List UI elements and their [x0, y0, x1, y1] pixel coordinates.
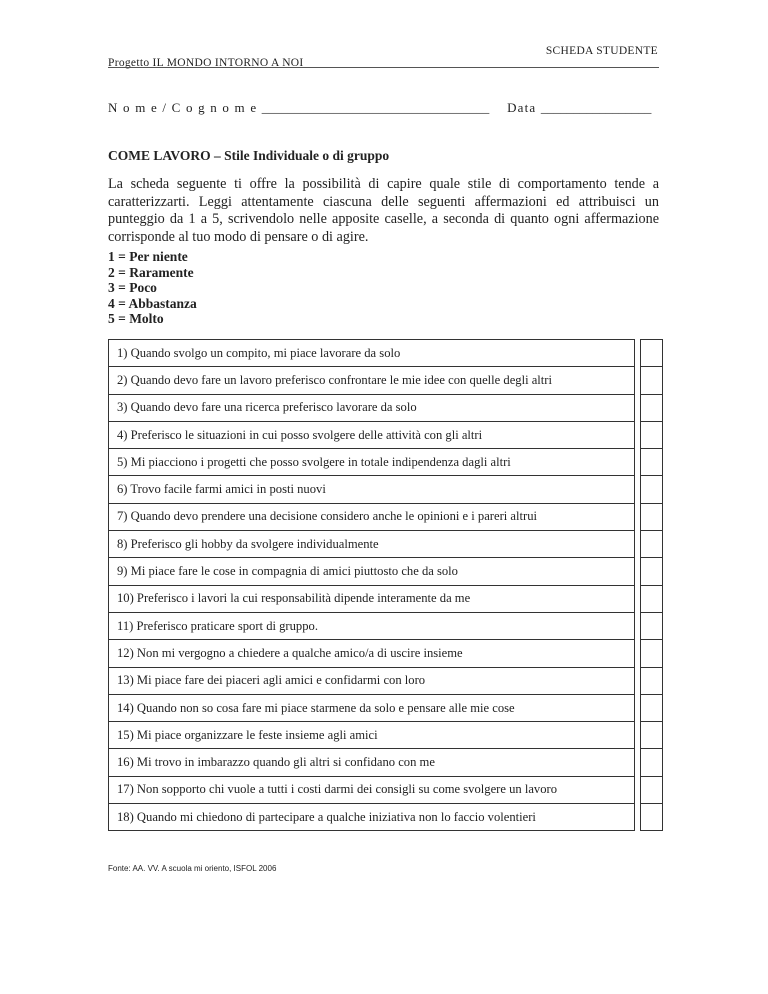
questionnaire-table: [108, 339, 663, 831]
date-field[interactable]: _________________: [540, 100, 652, 115]
score-box[interactable]: [641, 694, 663, 721]
table-row: [109, 776, 663, 803]
question-text: 3) Quando devo fare una ricerca preferisco lavorare da solo: [109, 394, 635, 421]
score-box[interactable]: [641, 558, 663, 585]
score-box[interactable]: [641, 804, 663, 831]
table-row: [109, 421, 663, 448]
score-box[interactable]: [641, 476, 663, 503]
rating-scale: [108, 249, 197, 327]
question-text: 14) Quando non so cosa fare mi piace starmene da solo e pensare alle mie cose: [109, 694, 635, 721]
table-row: [109, 367, 663, 394]
question-text: 9) Mi piace fare le cose in compagnia di amici piuttosto che da solo: [109, 558, 635, 585]
question-text: 4) Preferisco le situazioni in cui posso svolgere delle attività con gli altri: [109, 421, 635, 448]
question-text: 16) Mi trovo in imbarazzo quando gli altri si confidano con me: [109, 749, 635, 776]
score-box[interactable]: [641, 585, 663, 612]
table-row: [109, 612, 663, 639]
scale-item: 5 = Molto: [108, 311, 164, 326]
name-date-line: [108, 100, 651, 116]
score-box[interactable]: [641, 722, 663, 749]
sheet-type: SCHEDA STUDENTE: [545, 45, 658, 57]
table-row: [109, 694, 663, 721]
table-row: [109, 476, 663, 503]
question-text: 17) Non sopporto chi vuole a tutti i costi darmi dei consigli su come svolgere un lavoro: [109, 776, 635, 803]
question-text: 2) Quando devo fare un lavoro preferisco confrontare le mie idee con quelle degli altri: [109, 367, 635, 394]
question-text: 7) Quando devo prendere una decisione considero anche le opinioni e i pareri altrui: [109, 503, 635, 530]
header-divider: [108, 67, 659, 68]
name-field[interactable]: ___________________________________: [261, 100, 490, 115]
table-row: [109, 531, 663, 558]
table-row: [109, 667, 663, 694]
score-box[interactable]: [641, 449, 663, 476]
question-text: 5) Mi piacciono i progetti che posso svolgere in totale indipendenza dagli altri: [109, 449, 635, 476]
table-row: [109, 749, 663, 776]
score-box[interactable]: [641, 612, 663, 639]
table-row: [109, 640, 663, 667]
scale-item: 3 = Poco: [108, 280, 157, 295]
question-text: 18) Quando mi chiedono di partecipare a qualche iniziativa non lo faccio volentieri: [109, 804, 635, 831]
table-row: [109, 722, 663, 749]
question-text: 12) Non mi vergogno a chiedere a qualche amico/a di uscire insieme: [109, 640, 635, 667]
section-title: COME LAVORO – Stile Individuale o di gruppo: [108, 148, 390, 163]
table-row: [109, 449, 663, 476]
scale-item: 4 = Abbastanza: [108, 295, 197, 311]
score-box[interactable]: [641, 531, 663, 558]
question-text: 15) Mi piace organizzare le feste insieme agli amici: [109, 722, 635, 749]
date-label: Data: [507, 100, 537, 115]
intro-paragraph: La scheda seguente ti offre la possibilità di capire quale stile di comportamento tende a caratterizzarti. Leggi attentamente ciascuna delle seguenti affermazioni ed attribuisci un punteggio da 1 a 5, scrivendolo nelle apposite caselle, a seconda di quanto ogni affermazione corrisponde al tuo modo di pensare o di agire.: [108, 176, 659, 245]
question-text: 11) Preferisco praticare sport di gruppo.: [109, 612, 635, 639]
question-text: 1) Quando svolgo un compito, mi piace lavorare da solo: [109, 340, 635, 367]
question-text: 8) Preferisco gli hobby da svolgere individualmente: [109, 531, 635, 558]
scale-item: 1 = Per niente: [108, 249, 188, 264]
name-label: N o m e / C o g n o m e: [108, 100, 258, 115]
score-box[interactable]: [641, 503, 663, 530]
table-row: [109, 804, 663, 831]
score-box[interactable]: [641, 640, 663, 667]
score-box[interactable]: [641, 367, 663, 394]
table-row: [109, 585, 663, 612]
table-row: [109, 394, 663, 421]
question-text: 10) Preferisco i lavori la cui responsabilità dipende interamente da me: [109, 585, 635, 612]
question-text: 6) Trovo facile farmi amici in posti nuovi: [109, 476, 635, 503]
score-box[interactable]: [641, 776, 663, 803]
question-text: 13) Mi piace fare dei piaceri agli amici e confidarmi con loro: [109, 667, 635, 694]
table-row: [109, 340, 663, 367]
table-row: [109, 503, 663, 530]
score-box[interactable]: [641, 667, 663, 694]
score-box[interactable]: [641, 421, 663, 448]
score-box[interactable]: [641, 749, 663, 776]
source-citation: Fonte: AA. VV. A scuola mi oriento, ISFOL 2006: [108, 864, 277, 873]
score-box[interactable]: [641, 340, 663, 367]
project-title: Progetto IL MONDO INTORNO A NOI: [108, 57, 304, 69]
score-box[interactable]: [641, 394, 663, 421]
table-row: [109, 558, 663, 585]
scale-item: 2 = Raramente: [108, 264, 194, 280]
